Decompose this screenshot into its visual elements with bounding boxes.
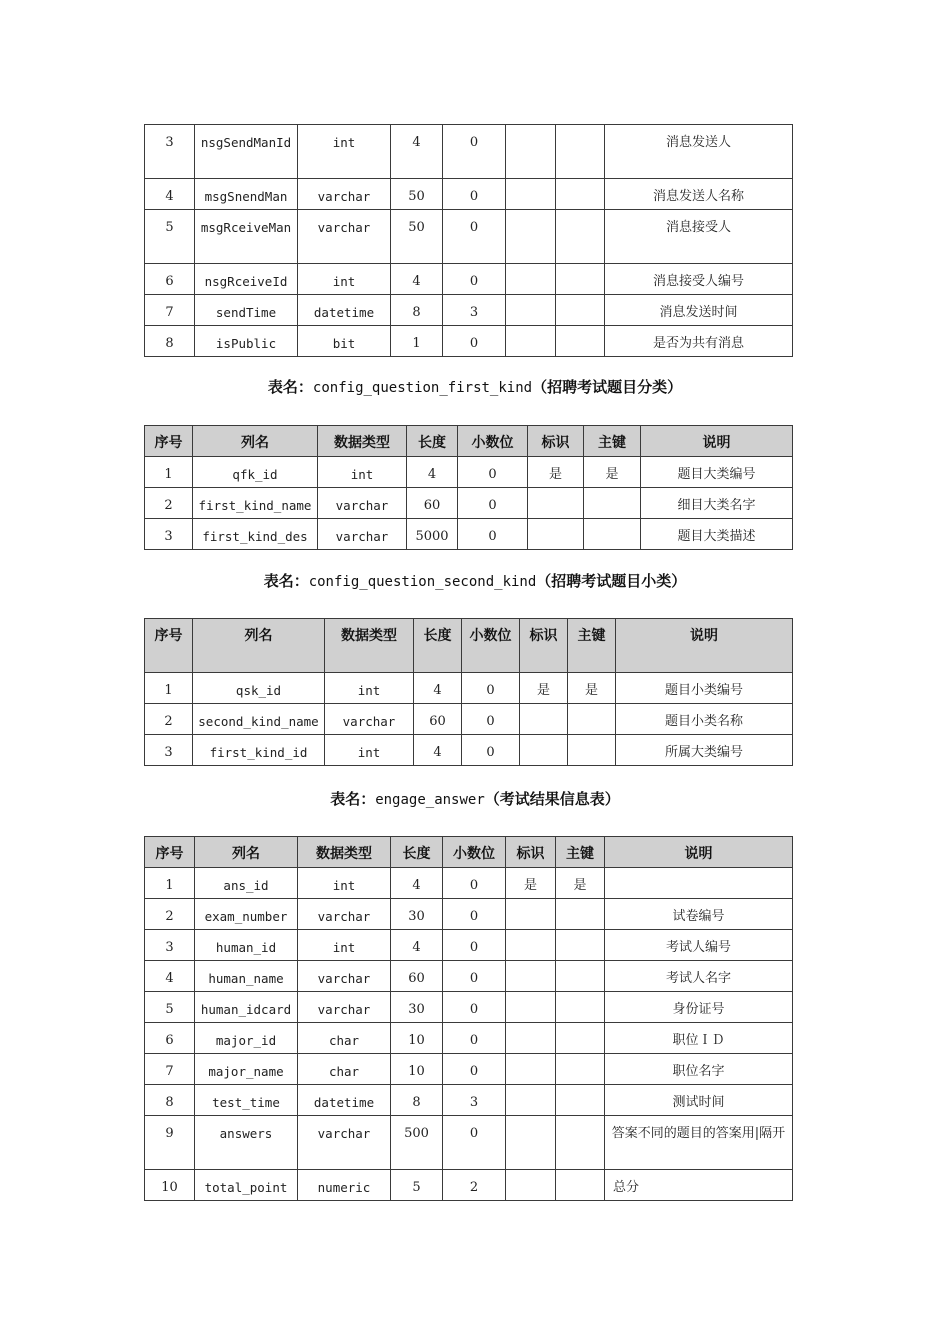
header-length: 长度 [407,426,458,457]
table-row [145,1085,793,1116]
header-primary-key: 主键 [556,837,605,868]
table-config-question-second-kind [144,618,793,766]
table-header-row [145,426,793,457]
cell-column-name: first_kind_name [193,488,318,519]
cell-column-name: msgSnendMan [195,179,298,210]
cell-length: 10 [391,1023,443,1054]
cell-column-name: total_point [195,1170,298,1201]
cell-decimals: 2 [443,1170,506,1201]
cell-length: 30 [391,992,443,1023]
cell-decimals: 0 [443,210,506,264]
cell-identity [506,295,556,326]
cell-primary-key [556,210,605,264]
cell-index: 3 [145,519,193,550]
cell-data-type: numeric [298,1170,391,1201]
table-row [145,899,793,930]
cell-decimals: 0 [458,519,528,550]
table-row [145,326,793,357]
cell-index: 6 [145,264,195,295]
cell-description: 职位名字 [605,1054,793,1085]
cell-data-type: bit [298,326,391,357]
cell-decimals: 0 [443,1116,506,1170]
cell-length: 30 [391,899,443,930]
cell-primary-key [556,326,605,357]
cell-identity [506,264,556,295]
cell-identity: 是 [506,868,556,899]
cell-column-name: human_id [195,930,298,961]
cell-length: 10 [391,1054,443,1085]
cell-primary-key [556,179,605,210]
caption-suffix: （招聘考试题目分类） [532,378,683,396]
cell-primary-key: 是 [568,673,616,704]
cell-description: 消息接受人 [605,210,793,264]
cell-index: 2 [145,488,193,519]
cell-decimals: 0 [443,930,506,961]
header-identity: 标识 [528,426,584,457]
table-caption-second-kind [0,570,950,591]
caption-prefix: 表名： [267,378,313,396]
cell-decimals: 0 [443,899,506,930]
cell-index: 5 [145,992,195,1023]
cell-index: 4 [145,961,195,992]
table-row [145,179,793,210]
cell-identity [506,1023,556,1054]
cell-identity [528,488,584,519]
header-index: 序号 [145,426,193,457]
table-header-row [145,619,793,673]
cell-description: 消息接受人编号 [605,264,793,295]
table-row [145,961,793,992]
table-row [145,704,793,735]
cell-decimals: 3 [443,1085,506,1116]
cell-column-name: major_id [195,1023,298,1054]
cell-length: 4 [391,264,443,295]
cell-primary-key [556,1116,605,1170]
caption-prefix: 表名： [263,572,309,590]
cell-column-name: sendTime [195,295,298,326]
caption-suffix: （考试结果信息表） [484,790,620,808]
table-row [145,1023,793,1054]
cell-description: 细目大类名字 [641,488,793,519]
table-row [145,457,793,488]
cell-description: 总分 [605,1170,793,1201]
cell-length: 4 [407,457,458,488]
table-row [145,868,793,899]
cell-length: 5 [391,1170,443,1201]
cell-primary-key [556,930,605,961]
cell-identity [506,899,556,930]
cell-data-type: int [325,735,414,766]
cell-length: 1 [391,326,443,357]
cell-data-type: int [298,868,391,899]
cell-primary-key [584,488,641,519]
cell-data-type: int [298,930,391,961]
cell-primary-key [556,1085,605,1116]
cell-primary-key [556,1023,605,1054]
header-identity: 标识 [520,619,568,673]
cell-column-name: first_kind_des [193,519,318,550]
caption-table-name: config_question_first_kind [312,380,533,396]
cell-data-type: varchar [325,704,414,735]
cell-primary-key [584,519,641,550]
cell-description: 所属大类编号 [616,735,793,766]
cell-index: 2 [145,899,195,930]
cell-primary-key [556,1054,605,1085]
cell-primary-key [556,961,605,992]
table-row [145,673,793,704]
cell-primary-key [556,264,605,295]
cell-index: 8 [145,326,195,357]
cell-description: 是否为共有消息 [605,326,793,357]
table-row [145,1116,793,1170]
header-primary-key: 主键 [568,619,616,673]
cell-decimals: 0 [462,704,520,735]
header-decimals: 小数位 [462,619,520,673]
cell-index: 2 [145,704,193,735]
cell-decimals: 0 [443,961,506,992]
cell-identity [506,179,556,210]
cell-column-name: exam_number [195,899,298,930]
cell-index: 10 [145,1170,195,1201]
cell-identity [506,1170,556,1201]
cell-identity [506,930,556,961]
header-description: 说明 [641,426,793,457]
cell-identity [506,1116,556,1170]
cell-data-type: int [318,457,407,488]
cell-decimals: 0 [458,488,528,519]
cell-description: 答案不同的题目的答案用|隔开 [605,1116,793,1170]
cell-index: 6 [145,1023,195,1054]
cell-column-name: second_kind_name [193,704,325,735]
header-column-name: 列名 [193,619,325,673]
cell-column-name: nsgRceiveId [195,264,298,295]
cell-length: 60 [414,704,462,735]
header-length: 长度 [414,619,462,673]
header-decimals: 小数位 [458,426,528,457]
cell-data-type: varchar [298,961,391,992]
cell-length: 5000 [407,519,458,550]
cell-primary-key [556,899,605,930]
cell-description: 消息发送时间 [605,295,793,326]
header-identity: 标识 [506,837,556,868]
cell-index: 1 [145,868,195,899]
cell-column-name: nsgSendManId [195,125,298,179]
cell-decimals: 0 [443,125,506,179]
cell-decimals: 0 [458,457,528,488]
cell-length: 50 [391,210,443,264]
header-data-type: 数据类型 [318,426,407,457]
cell-data-type: varchar [298,992,391,1023]
cell-data-type: varchar [318,519,407,550]
cell-index: 8 [145,1085,195,1116]
cell-decimals: 0 [462,673,520,704]
table-config-question-first-kind [144,425,793,550]
cell-index: 3 [145,125,195,179]
cell-identity [506,326,556,357]
cell-identity [506,961,556,992]
cell-primary-key: 是 [584,457,641,488]
cell-identity [528,519,584,550]
cell-description: 题目大类描述 [641,519,793,550]
cell-data-type: varchar [298,210,391,264]
cell-length: 500 [391,1116,443,1170]
table-row [145,264,793,295]
table-row [145,1170,793,1201]
cell-column-name: first_kind_id [193,735,325,766]
cell-length: 60 [407,488,458,519]
cell-data-type: varchar [298,899,391,930]
cell-decimals: 0 [443,326,506,357]
cell-primary-key [556,125,605,179]
cell-primary-key [556,992,605,1023]
cell-description: 消息发送人名称 [605,179,793,210]
table-message-continued [144,124,793,357]
cell-index: 7 [145,295,195,326]
cell-index: 3 [145,735,193,766]
cell-primary-key: 是 [556,868,605,899]
cell-description: 试卷编号 [605,899,793,930]
caption-table-name: engage_answer [375,792,485,808]
header-column-name: 列名 [195,837,298,868]
cell-index: 4 [145,179,195,210]
cell-decimals: 0 [443,264,506,295]
cell-column-name: human_name [195,961,298,992]
cell-decimals: 0 [443,992,506,1023]
cell-identity [506,1054,556,1085]
table-row [145,210,793,264]
cell-identity [506,992,556,1023]
cell-index: 7 [145,1054,195,1085]
cell-primary-key [568,735,616,766]
header-length: 长度 [391,837,443,868]
cell-description: 题目大类编号 [641,457,793,488]
cell-index: 9 [145,1116,195,1170]
header-data-type: 数据类型 [298,837,391,868]
table-caption-engage-answer [0,788,950,809]
table-row [145,992,793,1023]
caption-suffix: （招聘考试题目小类） [536,572,687,590]
cell-data-type: int [325,673,414,704]
cell-column-name: qsk_id [193,673,325,704]
caption-prefix: 表名： [330,790,376,808]
header-primary-key: 主键 [584,426,641,457]
cell-identity [520,704,568,735]
table-row [145,488,793,519]
cell-length: 4 [391,125,443,179]
cell-primary-key [556,1170,605,1201]
cell-description: 题目小类名称 [616,704,793,735]
header-data-type: 数据类型 [325,619,414,673]
table-row [145,1054,793,1085]
cell-length: 4 [391,868,443,899]
cell-description: 消息发送人 [605,125,793,179]
cell-index: 3 [145,930,195,961]
cell-length: 8 [391,1085,443,1116]
table-row [145,295,793,326]
cell-column-name: qfk_id [193,457,318,488]
header-description: 说明 [605,837,793,868]
header-index: 序号 [145,619,193,673]
cell-decimals: 3 [443,295,506,326]
cell-identity: 是 [520,673,568,704]
cell-description: 测试时间 [605,1085,793,1116]
table-row [145,735,793,766]
cell-decimals: 0 [443,1023,506,1054]
cell-length: 60 [391,961,443,992]
table-engage-answer [144,836,793,1201]
cell-description: 职位ＩＤ [605,1023,793,1054]
cell-decimals: 0 [443,179,506,210]
cell-identity [506,125,556,179]
cell-decimals: 0 [462,735,520,766]
cell-data-type: int [298,264,391,295]
cell-data-type: int [298,125,391,179]
cell-data-type: datetime [298,295,391,326]
cell-data-type: varchar [318,488,407,519]
cell-length: 4 [391,930,443,961]
table-row [145,125,793,179]
cell-identity [506,210,556,264]
cell-description: 身份证号 [605,992,793,1023]
cell-decimals: 0 [443,868,506,899]
cell-data-type: datetime [298,1085,391,1116]
cell-index: 1 [145,457,193,488]
cell-data-type: char [298,1023,391,1054]
header-description: 说明 [616,619,793,673]
cell-column-name: test_time [195,1085,298,1116]
caption-table-name: config_question_second_kind [308,574,537,590]
cell-column-name: answers [195,1116,298,1170]
cell-primary-key [568,704,616,735]
cell-column-name: human_idcard [195,992,298,1023]
cell-description: 考试人编号 [605,930,793,961]
cell-primary-key [556,295,605,326]
table-row [145,930,793,961]
header-index: 序号 [145,837,195,868]
table-header-row [145,837,793,868]
cell-column-name: msgRceiveMan [195,210,298,264]
header-decimals: 小数位 [443,837,506,868]
cell-description [605,868,793,899]
cell-length: 8 [391,295,443,326]
cell-identity [520,735,568,766]
cell-decimals: 0 [443,1054,506,1085]
cell-column-name: major_name [195,1054,298,1085]
cell-index: 5 [145,210,195,264]
cell-length: 4 [414,735,462,766]
header-column-name: 列名 [193,426,318,457]
cell-description: 题目小类编号 [616,673,793,704]
cell-column-name: isPublic [195,326,298,357]
cell-data-type: char [298,1054,391,1085]
cell-description: 考试人名字 [605,961,793,992]
cell-identity [506,1085,556,1116]
cell-length: 50 [391,179,443,210]
cell-column-name: ans_id [195,868,298,899]
cell-identity: 是 [528,457,584,488]
table-caption-first-kind [0,376,950,397]
table-row [145,519,793,550]
cell-data-type: varchar [298,1116,391,1170]
cell-data-type: varchar [298,179,391,210]
cell-index: 1 [145,673,193,704]
cell-length: 4 [414,673,462,704]
